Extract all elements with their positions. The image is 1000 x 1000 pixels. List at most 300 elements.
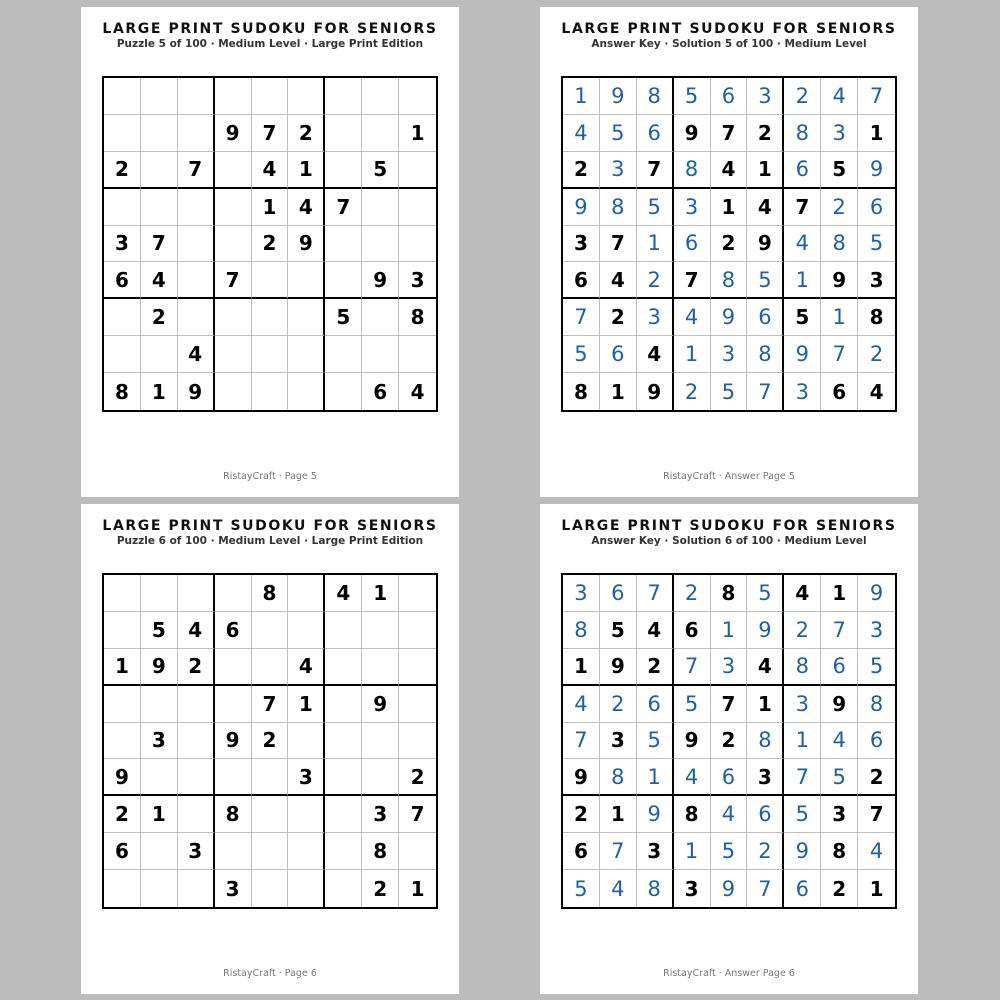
sudoku-cell: 9	[784, 336, 821, 373]
sudoku-cell: 7	[858, 78, 895, 115]
sudoku-cell: 3	[747, 78, 784, 115]
sudoku-cell: 8	[784, 649, 821, 686]
page-subtitle: Answer Key · Solution 6 of 100 · Medium Level	[591, 535, 867, 547]
sudoku-cell: 8	[821, 226, 858, 263]
sudoku-cell: 6	[858, 723, 895, 760]
sudoku-cell: 5	[674, 686, 711, 723]
sudoku-cell: 4	[141, 262, 178, 299]
sudoku-cell	[178, 686, 215, 723]
sudoku-cell: 8	[600, 759, 637, 796]
page-footer: RistayCraft · Answer Page 5	[663, 471, 795, 482]
sudoku-cell: 3	[563, 575, 600, 612]
sudoku-cell: 4	[600, 262, 637, 299]
sudoku-cell: 5	[600, 115, 637, 152]
sudoku-cell: 3	[178, 833, 215, 870]
sudoku-cell: 8	[674, 152, 711, 189]
sudoku-cell: 3	[362, 796, 399, 833]
sudoku-cell	[325, 152, 362, 189]
sudoku-cell: 5	[711, 833, 748, 870]
sudoku-cell: 2	[711, 723, 748, 760]
sudoku-cell	[288, 78, 325, 115]
sudoku-cell: 3	[563, 226, 600, 263]
sudoku-cell: 2	[399, 759, 436, 796]
sudoku-cell: 1	[141, 373, 178, 410]
page-footer: RistayCraft · Answer Page 6	[663, 968, 795, 979]
sudoku-cell	[288, 299, 325, 336]
sudoku-cell	[178, 189, 215, 226]
sudoku-cell: 8	[362, 833, 399, 870]
sudoku-cell	[325, 226, 362, 263]
sudoku-cell: 7	[784, 189, 821, 226]
sudoku-cell: 2	[252, 226, 289, 263]
sudoku-cell: 5	[784, 796, 821, 833]
sudoku-cell: 1	[784, 262, 821, 299]
sudoku-cell: 8	[215, 796, 252, 833]
sudoku-cell: 7	[325, 189, 362, 226]
sudoku-cell: 9	[600, 78, 637, 115]
sudoku-cell	[399, 723, 436, 760]
sudoku-cell: 9	[711, 870, 748, 907]
sudoku-cell: 4	[178, 612, 215, 649]
sudoku-cell	[399, 575, 436, 612]
sudoku-cell: 4	[178, 336, 215, 373]
sudoku-cell: 4	[784, 226, 821, 263]
sudoku-cell: 2	[674, 373, 711, 410]
sudoku-cell: 5	[821, 152, 858, 189]
sudoku-cell: 6	[821, 649, 858, 686]
sudoku-cell	[141, 115, 178, 152]
sudoku-cell	[288, 796, 325, 833]
sudoku-cell: 8	[637, 870, 674, 907]
sudoku-cell: 6	[674, 612, 711, 649]
sudoku-cell: 7	[563, 723, 600, 760]
sudoku-cell	[399, 152, 436, 189]
sudoku-cell	[252, 870, 289, 907]
sudoku-cell: 8	[747, 723, 784, 760]
sudoku-cell: 2	[711, 226, 748, 263]
sudoku-cell: 6	[747, 796, 784, 833]
sudoku-cell: 7	[821, 612, 858, 649]
sudoku-cell: 7	[252, 115, 289, 152]
sudoku-cell	[178, 226, 215, 263]
sudoku-cell: 6	[674, 226, 711, 263]
sudoku-cell	[362, 115, 399, 152]
sudoku-cell: 6	[215, 612, 252, 649]
sudoku-cell: 4	[821, 723, 858, 760]
sudoku-cell	[104, 612, 141, 649]
sudoku-cell: 9	[362, 262, 399, 299]
sudoku-cell: 1	[674, 336, 711, 373]
sudoku-cell	[178, 796, 215, 833]
sudoku-cell	[104, 336, 141, 373]
sudoku-cell: 4	[325, 575, 362, 612]
sudoku-cell: 9	[747, 612, 784, 649]
sudoku-cell	[399, 833, 436, 870]
sudoku-cell: 2	[288, 115, 325, 152]
sudoku-cell: 7	[600, 833, 637, 870]
page-subtitle: Puzzle 6 of 100 · Medium Level · Large Print Edition	[116, 535, 424, 547]
sudoku-cell: 5	[747, 575, 784, 612]
answer-page-6	[540, 504, 918, 994]
sudoku-cell: 9	[674, 723, 711, 760]
page-title: LARGE PRINT SUDOKU FOR SENIORS	[561, 21, 897, 37]
sudoku-cell: 1	[104, 649, 141, 686]
sudoku-cell: 9	[563, 189, 600, 226]
sudoku-cell	[141, 336, 178, 373]
sudoku-cell: 7	[674, 649, 711, 686]
sudoku-cell: 8	[858, 686, 895, 723]
sudoku-cell	[104, 299, 141, 336]
sudoku-cell	[325, 649, 362, 686]
page-footer: RistayCraft · Page 5	[223, 471, 317, 482]
sudoku-cell	[104, 115, 141, 152]
sudoku-cell	[215, 78, 252, 115]
sudoku-cell: 1	[600, 796, 637, 833]
sudoku-cell	[178, 78, 215, 115]
sudoku-cell: 4	[563, 115, 600, 152]
sudoku-cell: 3	[784, 373, 821, 410]
sudoku-cell: 3	[288, 759, 325, 796]
sudoku-cell	[288, 336, 325, 373]
sudoku-cell	[252, 373, 289, 410]
sudoku-cell: 6	[784, 870, 821, 907]
sudoku-cell: 5	[784, 299, 821, 336]
sudoku-cell: 2	[674, 575, 711, 612]
sudoku-cell: 9	[637, 373, 674, 410]
sudoku-cell	[215, 299, 252, 336]
sudoku-cell	[252, 796, 289, 833]
sudoku-cell: 9	[362, 686, 399, 723]
sudoku-cell: 4	[600, 870, 637, 907]
sudoku-cell	[325, 796, 362, 833]
sudoku-cell	[288, 833, 325, 870]
page-title: LARGE PRINT SUDOKU FOR SENIORS	[561, 518, 897, 534]
sudoku-cell	[399, 189, 436, 226]
sudoku-cell: 9	[747, 226, 784, 263]
sudoku-cell: 3	[141, 723, 178, 760]
sudoku-cell	[178, 115, 215, 152]
sudoku-cell: 9	[784, 833, 821, 870]
sudoku-cell: 6	[711, 78, 748, 115]
sudoku-cell	[215, 833, 252, 870]
sudoku-cell: 6	[747, 299, 784, 336]
sudoku-cell	[325, 78, 362, 115]
sudoku-cell	[252, 299, 289, 336]
sudoku-cell: 1	[563, 78, 600, 115]
sudoku-cell: 5	[674, 78, 711, 115]
sudoku-cell: 5	[637, 723, 674, 760]
sudoku-cell	[362, 612, 399, 649]
sudoku-cell: 1	[252, 189, 289, 226]
sudoku-cell	[141, 78, 178, 115]
sudoku-cell: 3	[784, 686, 821, 723]
sudoku-cell: 5	[563, 336, 600, 373]
sudoku-cell	[215, 686, 252, 723]
sudoku-cell: 2	[563, 796, 600, 833]
sudoku-cell	[362, 759, 399, 796]
sudoku-cell: 8	[563, 612, 600, 649]
sudoku-cell: 8	[252, 575, 289, 612]
sudoku-cell	[104, 870, 141, 907]
sudoku-cell: 2	[821, 870, 858, 907]
sudoku-cell: 7	[563, 299, 600, 336]
sudoku-cell	[252, 612, 289, 649]
sudoku-cell: 6	[104, 262, 141, 299]
sudoku-cell	[288, 870, 325, 907]
sudoku-cell: 8	[399, 299, 436, 336]
sudoku-cell: 6	[600, 336, 637, 373]
sudoku-cell	[252, 649, 289, 686]
sudoku-cell: 4	[858, 833, 895, 870]
sudoku-cell: 2	[600, 299, 637, 336]
sudoku-cell: 4	[747, 649, 784, 686]
sudoku-cell: 4	[784, 575, 821, 612]
sudoku-cell: 3	[711, 336, 748, 373]
sudoku-cell	[178, 723, 215, 760]
sudoku-cell	[288, 612, 325, 649]
sudoku-cell: 2	[362, 870, 399, 907]
sudoku-cell: 7	[141, 226, 178, 263]
sudoku-cell	[325, 723, 362, 760]
sudoku-cell: 9	[637, 796, 674, 833]
sudoku-cell	[141, 833, 178, 870]
sudoku-cell: 8	[711, 262, 748, 299]
sudoku-cell: 4	[288, 649, 325, 686]
sudoku-cell	[325, 833, 362, 870]
sudoku-cell	[215, 373, 252, 410]
sudoku-cell	[215, 336, 252, 373]
sudoku-cell	[288, 723, 325, 760]
sudoku-cell: 1	[410, 876, 425, 901]
sudoku-cell: 6	[600, 575, 637, 612]
sudoku-cell: 6	[821, 373, 858, 410]
sudoku-cell: 1	[288, 686, 325, 723]
sudoku-cell: 2	[637, 262, 674, 299]
sudoku-cell: 4	[637, 612, 674, 649]
sudoku-cell: 9	[178, 373, 215, 410]
sudoku-cell: 1	[747, 686, 784, 723]
sudoku-cell: 7	[858, 796, 895, 833]
sudoku-cell	[252, 262, 289, 299]
sudoku-cell	[104, 723, 141, 760]
sudoku-cell: 6	[637, 115, 674, 152]
sudoku-cell	[362, 649, 399, 686]
sudoku-cell: 2	[637, 649, 674, 686]
sudoku-cell	[399, 336, 436, 373]
sudoku-cell: 1	[821, 299, 858, 336]
sudoku-cell	[362, 189, 399, 226]
sudoku-cell	[141, 870, 178, 907]
sudoku-cell: 4	[637, 336, 674, 373]
sudoku-cell: 2	[747, 833, 784, 870]
sudoku-cell: 2	[858, 336, 895, 373]
sudoku-cell: 6	[362, 373, 399, 410]
puzzle-page-5	[81, 7, 459, 497]
sudoku-cell: 2	[784, 78, 821, 115]
sudoku-cell	[141, 575, 178, 612]
sudoku-cell: 9	[600, 649, 637, 686]
sudoku-cell: 4	[563, 686, 600, 723]
sudoku-cell: 9	[215, 115, 252, 152]
sudoku-cell: 7	[252, 686, 289, 723]
page-footer: RistayCraft · Page 6	[223, 968, 317, 979]
sudoku-cell: 7	[399, 796, 436, 833]
sudoku-cell: 1	[399, 115, 436, 152]
sudoku-grid	[102, 573, 438, 909]
sudoku-cell: 7	[747, 870, 784, 907]
sudoku-cell	[399, 649, 436, 686]
sudoku-cell: 4	[747, 189, 784, 226]
sudoku-cell	[178, 262, 215, 299]
sudoku-cell	[178, 575, 215, 612]
sudoku-cell: 4	[711, 796, 748, 833]
sudoku-cell: 1	[869, 876, 884, 901]
sudoku-cell	[399, 686, 436, 723]
sudoku-cell	[325, 115, 362, 152]
sudoku-cell	[104, 575, 141, 612]
sudoku-cell: 8	[104, 373, 141, 410]
sudoku-cell: 1	[637, 759, 674, 796]
sudoku-grid	[561, 573, 897, 909]
sudoku-cell: 7	[215, 262, 252, 299]
sudoku-cell: 5	[325, 299, 362, 336]
sudoku-cell: 4	[674, 759, 711, 796]
sudoku-cell	[104, 686, 141, 723]
sudoku-cell: 6	[563, 833, 600, 870]
sudoku-cell: 7	[747, 373, 784, 410]
sudoku-cell: 9	[288, 226, 325, 263]
sudoku-cell: 8	[563, 373, 600, 410]
sudoku-cell: 3	[821, 115, 858, 152]
sudoku-cell: 5	[563, 870, 600, 907]
sudoku-cell: 1	[362, 575, 399, 612]
sudoku-cell: 8	[711, 575, 748, 612]
sudoku-cell: 6	[104, 833, 141, 870]
sudoku-cell: 5	[858, 649, 895, 686]
page-title: LARGE PRINT SUDOKU FOR SENIORS	[102, 518, 438, 534]
sudoku-cell: 1	[674, 833, 711, 870]
sudoku-cell	[141, 189, 178, 226]
sudoku-cell: 1	[747, 152, 784, 189]
sudoku-cell: 1	[784, 723, 821, 760]
puzzle-page-6	[81, 504, 459, 994]
sudoku-cell: 1	[858, 115, 895, 152]
sudoku-cell: 9	[821, 686, 858, 723]
sudoku-cell	[288, 575, 325, 612]
sudoku-cell	[215, 759, 252, 796]
sudoku-cell: 9	[141, 649, 178, 686]
sudoku-cell: 9	[215, 723, 252, 760]
sudoku-cell: 7	[784, 759, 821, 796]
sudoku-cell	[104, 78, 141, 115]
sudoku-cell: 5	[637, 189, 674, 226]
sudoku-cell: 1	[600, 373, 637, 410]
sudoku-cell: 3	[711, 649, 748, 686]
sudoku-cell: 3	[747, 759, 784, 796]
sudoku-cell: 6	[637, 686, 674, 723]
sudoku-cell: 2	[858, 759, 895, 796]
sudoku-cell	[288, 262, 325, 299]
sudoku-cell	[325, 759, 362, 796]
sudoku-cell: 1	[711, 612, 748, 649]
sudoku-cell	[362, 226, 399, 263]
sudoku-cell: 4	[288, 189, 325, 226]
sudoku-cell: 4	[674, 299, 711, 336]
sudoku-cell: 5	[821, 759, 858, 796]
sudoku-cell	[325, 262, 362, 299]
sudoku-cell	[178, 759, 215, 796]
sudoku-cell	[141, 686, 178, 723]
sudoku-cell	[325, 870, 362, 907]
sudoku-cell: 1	[637, 226, 674, 263]
sudoku-cell: 3	[600, 723, 637, 760]
sudoku-cell: 5	[600, 612, 637, 649]
sudoku-cell: 4	[821, 78, 858, 115]
sudoku-cell: 2	[252, 723, 289, 760]
sudoku-cell: 8	[858, 299, 895, 336]
sudoku-cell: 3	[104, 226, 141, 263]
sudoku-cell: 5	[858, 226, 895, 263]
sudoku-cell: 2	[747, 115, 784, 152]
sudoku-cell	[215, 152, 252, 189]
sudoku-cell: 3	[637, 833, 674, 870]
sudoku-cell: 3	[821, 796, 858, 833]
sudoku-cell: 9	[821, 262, 858, 299]
sudoku-cell: 2	[104, 796, 141, 833]
sudoku-cell	[141, 759, 178, 796]
sudoku-cell: 5	[747, 262, 784, 299]
sudoku-cell: 3	[215, 870, 252, 907]
sudoku-cell: 7	[637, 575, 674, 612]
sudoku-cell: 1	[711, 189, 748, 226]
sudoku-cell	[325, 336, 362, 373]
sudoku-cell: 9	[104, 759, 141, 796]
sudoku-cell	[252, 759, 289, 796]
page-subtitle: Answer Key · Solution 5 of 100 · Medium Level	[591, 38, 867, 50]
sudoku-cell: 7	[637, 152, 674, 189]
sudoku-cell: 4	[252, 152, 289, 189]
sudoku-cell	[362, 78, 399, 115]
sudoku-cell: 7	[821, 336, 858, 373]
sudoku-cell	[325, 612, 362, 649]
sudoku-cell: 7	[178, 152, 215, 189]
sudoku-cell: 8	[784, 115, 821, 152]
sudoku-cell: 8	[600, 189, 637, 226]
sudoku-cell	[288, 373, 325, 410]
sudoku-cell	[362, 723, 399, 760]
sudoku-cell: 2	[141, 299, 178, 336]
sudoku-cell	[325, 686, 362, 723]
sudoku-cell: 2	[784, 612, 821, 649]
sudoku-cell	[325, 373, 362, 410]
sudoku-cell: 9	[858, 152, 895, 189]
sudoku-cell	[215, 649, 252, 686]
sudoku-cell	[215, 189, 252, 226]
sudoku-cell: 7	[711, 686, 748, 723]
sudoku-cell: 3	[858, 612, 895, 649]
sudoku-cell: 9	[711, 299, 748, 336]
page-title: LARGE PRINT SUDOKU FOR SENIORS	[102, 21, 438, 37]
sudoku-cell: 4	[410, 379, 425, 404]
sudoku-cell: 5	[711, 373, 748, 410]
sudoku-cell: 3	[399, 262, 436, 299]
sudoku-cell	[178, 870, 215, 907]
sudoku-cell: 4	[869, 379, 884, 404]
sudoku-cell	[399, 226, 436, 263]
sudoku-cell	[215, 575, 252, 612]
sudoku-grid	[102, 76, 438, 412]
sudoku-cell	[252, 336, 289, 373]
